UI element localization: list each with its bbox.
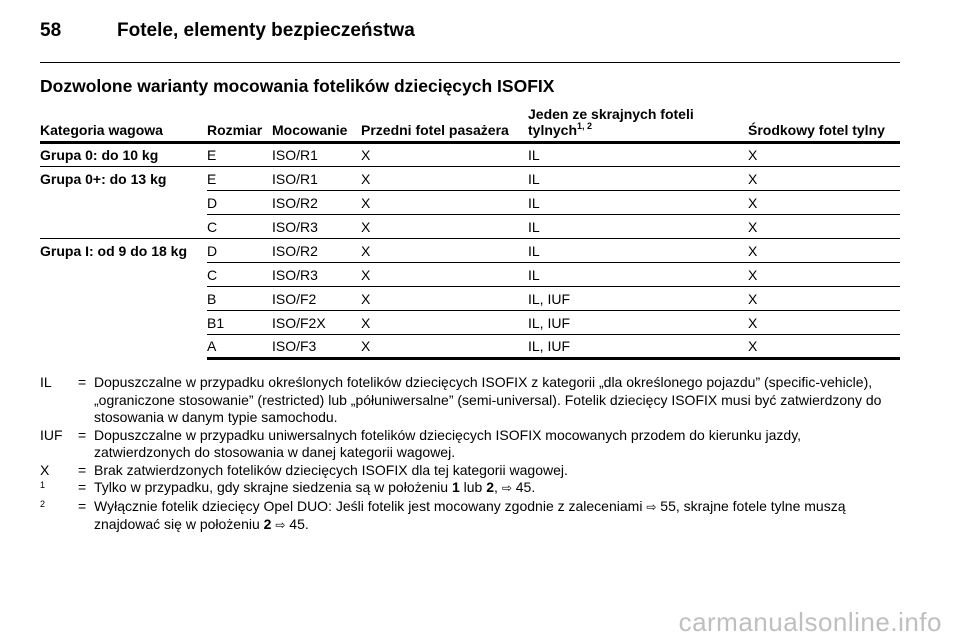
cell-category xyxy=(40,311,207,335)
cell-size: A xyxy=(207,335,272,359)
cell-size: C xyxy=(207,263,272,287)
table-row xyxy=(40,311,900,335)
table-row xyxy=(40,263,900,287)
page-ref-arrow-icon: ⇨ xyxy=(275,518,286,532)
cell-category xyxy=(40,287,207,311)
cell-mounting: ISO/R3 xyxy=(272,263,361,287)
cell-mounting: ISO/R2 xyxy=(272,191,361,215)
table-row xyxy=(40,239,900,263)
cell-size: E xyxy=(207,167,272,191)
cell-size: D xyxy=(207,191,272,215)
table-row xyxy=(40,167,900,191)
cell-mounting: ISO/R2 xyxy=(272,239,361,263)
table-row xyxy=(40,191,900,215)
page-number: 58 xyxy=(40,20,62,41)
page-ref[interactable]: 45. xyxy=(285,516,309,532)
cell-outer: IL xyxy=(528,191,748,215)
cell-mounting: ISO/F2X xyxy=(272,311,361,335)
cell-outer: IL xyxy=(528,263,748,287)
cell-front: X xyxy=(361,143,528,167)
table-row xyxy=(40,287,900,311)
cell-outer: IL xyxy=(528,167,748,191)
legend-equals: = xyxy=(78,497,87,514)
cell-size: B xyxy=(207,287,272,311)
cell-mounting: ISO/R1 xyxy=(272,167,361,191)
cell-category: Grupa 0: do 10 kg xyxy=(40,143,207,167)
header-front-seat: Przedni fotel pasażera xyxy=(361,106,528,143)
page-header xyxy=(40,20,900,44)
legend-equals: = xyxy=(78,479,87,495)
cell-outer: IL, IUF xyxy=(528,287,748,311)
cell-mounting: ISO/R1 xyxy=(272,143,361,167)
position-ref: 2 xyxy=(486,479,495,495)
cell-mounting: ISO/R3 xyxy=(272,215,361,239)
legend xyxy=(40,374,900,535)
section-title: Dozwolone warianty mocowania fotelików dziecięcych ISOFIX xyxy=(40,76,555,96)
cell-front: X xyxy=(361,335,528,359)
footnote-text-part: Wyłącznie fotelik dziecięcy Opel DUO: Jeśli fotelik jest mocowany zgodnie z zaleceniami xyxy=(94,497,647,514)
header-outer-line2: tylnych xyxy=(528,122,578,138)
cell-front: X xyxy=(361,239,528,263)
footnote-text-part: , xyxy=(494,479,502,495)
position-ref: 2 xyxy=(263,516,272,532)
cell-category xyxy=(40,215,207,239)
cell-mounting: ISO/F2 xyxy=(272,287,361,311)
cell-center: X xyxy=(748,167,900,191)
legend-text: Brak zatwierdzonych fotelików dziecięcych ISOFIX dla tej kategorii wagowej. xyxy=(94,461,568,478)
header-mounting: Mocowanie xyxy=(272,106,361,143)
cell-front: X xyxy=(361,311,528,335)
watermark: carmanualsonline.info xyxy=(678,607,942,637)
legend-item-il xyxy=(40,374,900,427)
page-ref[interactable]: 45. xyxy=(511,479,536,495)
cell-center: X xyxy=(748,239,900,263)
footnote-marker: 1 xyxy=(40,480,46,490)
cell-outer: IL, IUF xyxy=(528,335,748,359)
cell-center: X xyxy=(748,191,900,215)
footnote-text-part: lub xyxy=(459,479,487,495)
cell-front: X xyxy=(361,191,528,215)
cell-center: X xyxy=(748,287,900,311)
cell-front: X xyxy=(361,215,528,239)
footnote-marker: 2 xyxy=(40,498,46,509)
legend-term: X xyxy=(40,461,50,478)
footnote-text xyxy=(94,479,900,498)
legend-equals: = xyxy=(78,426,87,443)
legend-text: Dopuszczalne w przypadku uniwersalnych fotelików dziecięcych ISOFIX mocowanych przodem do kierunku jazdy, zatwierdzonych do stosowania w danej kategorii wagowej. xyxy=(94,426,802,460)
header-size: Rozmiar xyxy=(207,106,272,143)
cell-center: X xyxy=(748,335,900,359)
header-outer-line1: Jeden ze skrajnych foteli xyxy=(528,106,694,122)
cell-mounting: ISO/F3 xyxy=(272,335,361,359)
cell-front: X xyxy=(361,263,528,287)
header-center-rear-seat: Środkowy fotel tylny xyxy=(748,106,900,143)
table-row xyxy=(40,215,900,239)
cell-center: X xyxy=(748,311,900,335)
header-outer-footnote: 1, 2 xyxy=(577,121,593,131)
cell-category: Grupa I: od 9 do 18 kg xyxy=(40,242,188,259)
cell-size: E xyxy=(207,143,272,167)
page-ref[interactable]: 55, skrajne fotele tylne muszą znajdować się w położeniu xyxy=(94,497,846,532)
legend-term: IUF xyxy=(40,426,63,443)
page-ref-arrow-icon: ⇨ xyxy=(501,481,512,495)
page-title: Fotele, elementy bezpieczeństwa xyxy=(117,20,415,41)
cell-outer: IL xyxy=(528,143,748,167)
table-header-row xyxy=(40,106,900,143)
cell-front: X xyxy=(361,287,528,311)
cell-center: X xyxy=(748,263,900,287)
cell-size: C xyxy=(207,215,272,239)
legend-item-iuf xyxy=(40,427,900,462)
legend-equals: = xyxy=(78,374,87,390)
position-ref: 1 xyxy=(451,479,460,495)
cell-outer: IL xyxy=(528,215,748,239)
cell-category xyxy=(40,263,207,287)
cell-center: X xyxy=(748,215,900,239)
header-divider xyxy=(40,62,900,63)
legend-equals: = xyxy=(78,461,87,478)
cell-center: X xyxy=(748,143,900,167)
cell-size: B1 xyxy=(207,311,272,335)
footnote-1 xyxy=(40,479,900,498)
page-ref-arrow-icon: ⇨ xyxy=(646,499,657,514)
header-category: Kategoria wagowa xyxy=(40,106,207,143)
cell-outer: IL, IUF xyxy=(528,311,748,335)
table-row xyxy=(40,335,900,359)
footnote-2 xyxy=(40,498,900,535)
table-row xyxy=(40,143,900,167)
footnote-text xyxy=(94,498,900,535)
cell-category xyxy=(40,335,207,359)
isofix-table xyxy=(40,106,900,360)
footnote-text-part: Tylko w przypadku, gdy skrajne siedzenia są w położeniu xyxy=(94,479,452,495)
cell-category: Grupa 0+: do 13 kg xyxy=(40,170,167,187)
cell-size: D xyxy=(207,239,272,263)
cell-category xyxy=(40,191,207,215)
cell-outer: IL xyxy=(528,239,748,263)
legend-term: IL xyxy=(40,374,52,390)
header-outer-rear-seat xyxy=(528,106,748,143)
cell-front: X xyxy=(361,167,528,191)
legend-text: Dopuszczalne w przypadku określonych fotelików dziecięcych ISOFIX z kategorii „dla określonego pojazdu” (specific-vehicle), „ograniczone stosowanie” (restricted) lub „półuniwersalne” (semi-universal). Fotelik dziecięcy ISOFIX musi być zatwierdzony do stosowania w danym typie samochodu. xyxy=(94,374,882,425)
legend-item-x xyxy=(40,462,900,480)
